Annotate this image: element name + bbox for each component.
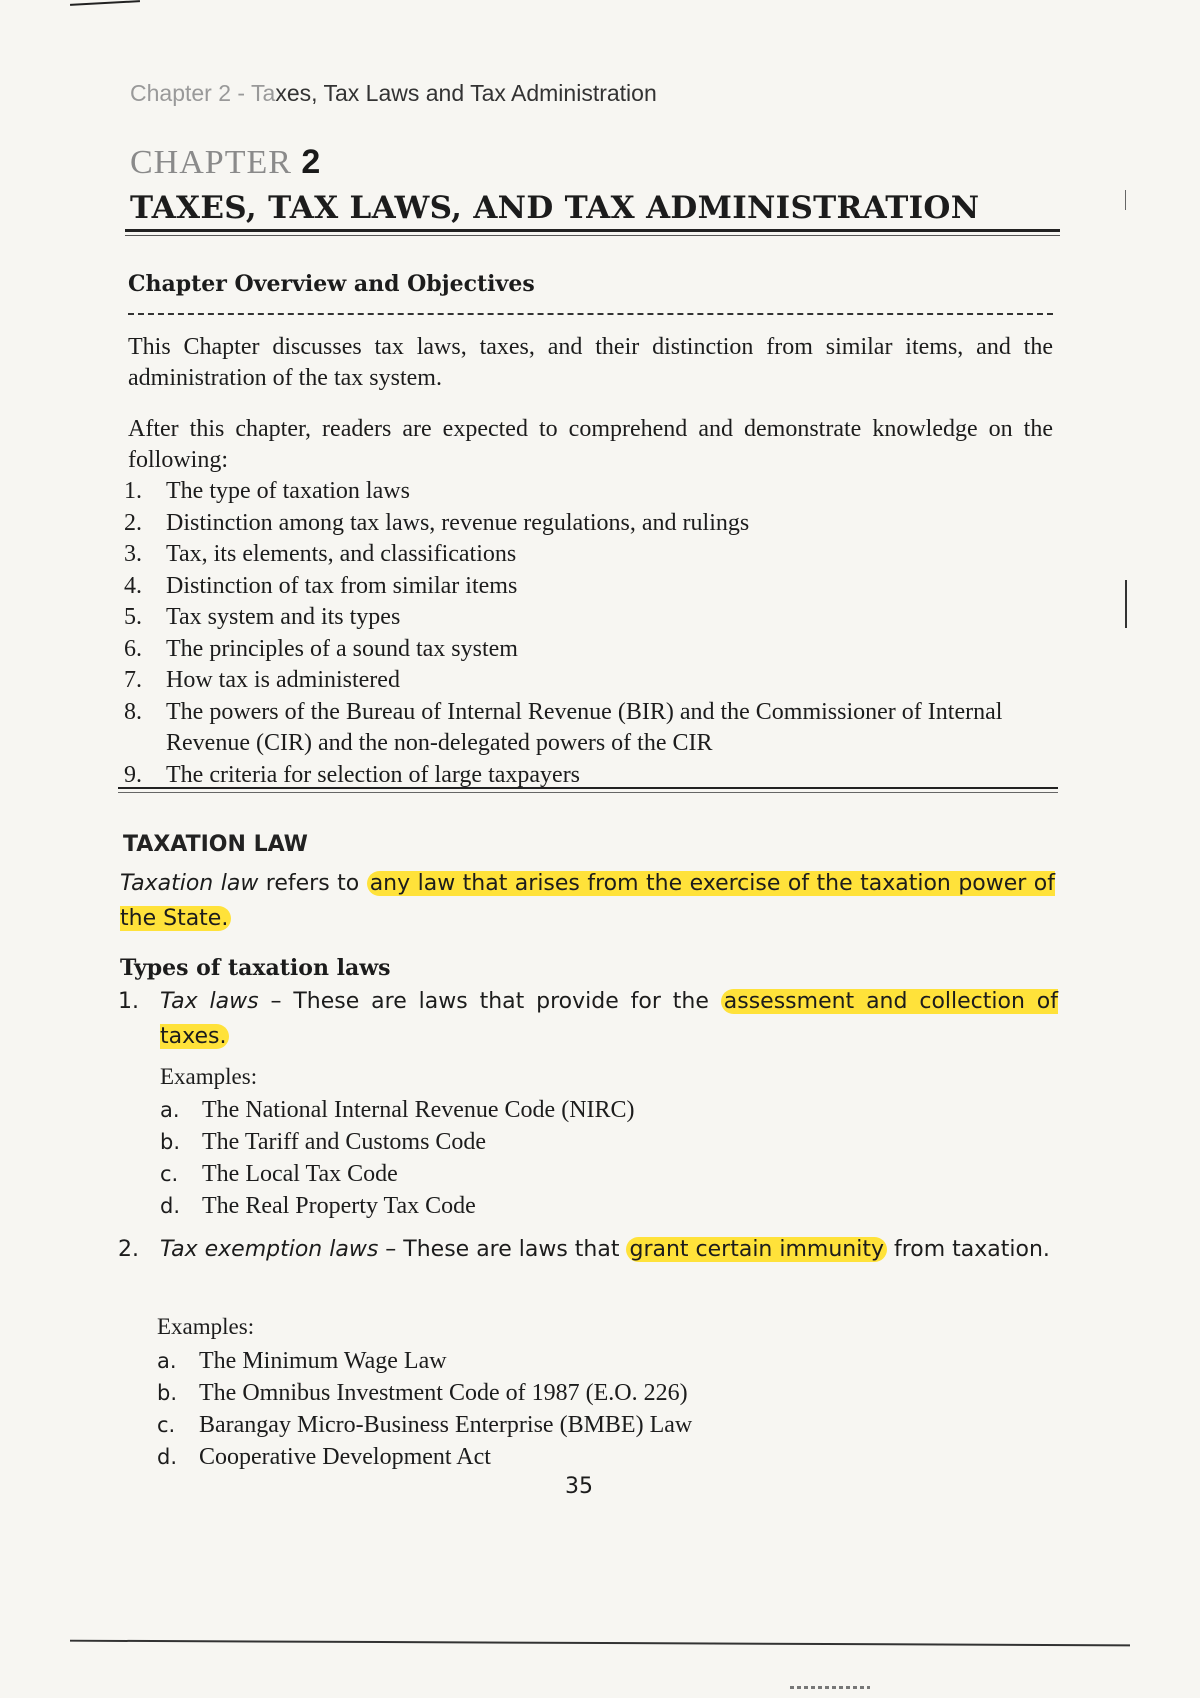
objective-item — [124, 665, 1059, 697]
example-text: The Minimum Wage Law — [199, 1348, 447, 1374]
objective-text: Tax system and its types — [166, 604, 401, 630]
example-text: The National Internal Revenue Code (NIRC) — [202, 1097, 635, 1123]
example-letter: d. — [157, 1445, 178, 1469]
type-term: Tax laws — [160, 989, 259, 1014]
type-desc: – These are laws that provide for the — [258, 989, 721, 1014]
highlighted-phrase: assessment and collection of taxes. — [160, 989, 1058, 1049]
objective-item — [124, 602, 1059, 634]
example-letter: a. — [157, 1349, 177, 1373]
running-head-main: xes, Tax Laws and Tax Administration — [275, 80, 657, 106]
example-text: The Local Tax Code — [202, 1161, 398, 1187]
objective-text: Distinction of tax from similar items — [166, 572, 518, 599]
types-heading: Types of taxation laws — [120, 955, 391, 981]
example-item — [157, 1377, 1037, 1409]
example-letter: b. — [160, 1130, 181, 1154]
type-number: 2. — [118, 1237, 139, 1262]
objective-item — [124, 539, 1059, 571]
example-item — [160, 1190, 1040, 1222]
type-tail: from taxation. — [887, 1237, 1050, 1262]
objective-number: 8. — [124, 698, 142, 725]
margin-mark — [1125, 190, 1126, 210]
objective-item — [124, 508, 1059, 540]
objective-number: 7. — [124, 667, 142, 693]
title-rule-thin — [125, 235, 1060, 236]
objective-number: 1. — [124, 478, 142, 504]
term-taxation-law: Taxation law — [120, 871, 259, 896]
objective-text: How tax is administered — [166, 667, 400, 693]
objective-text: The powers of the Bureau of Internal Revenue (BIR) and the Commissioner of Internal Revenue (CIR) and the non-delegated powers of the CIR — [166, 698, 1003, 756]
objective-number: 6. — [124, 635, 142, 662]
objective-number: 9. — [124, 761, 142, 788]
running-head-faded: Chapter 2 - Ta — [130, 80, 276, 106]
section-rule — [118, 787, 1058, 789]
example-text: The Real Property Tax Code — [202, 1193, 476, 1219]
type-desc: – These are laws that — [378, 1237, 627, 1262]
objective-text: The criteria for selection of large taxpayers — [166, 761, 581, 788]
taxation-law-heading: TAXATION LAW — [123, 832, 308, 857]
example-text: Barangay Micro-Business Enterprise (BMBE) Law — [199, 1412, 693, 1438]
example-letter: c. — [157, 1413, 176, 1437]
objective-item — [124, 476, 1059, 508]
running-head — [130, 80, 657, 107]
objective-text: Distinction among tax laws, revenue regulations, and rulings — [166, 509, 750, 536]
chapter-word: CHAPTER — [130, 144, 292, 181]
type-item-tax-laws — [118, 984, 1058, 1054]
objective-text: The type of taxation laws — [166, 478, 410, 504]
example-item — [160, 1094, 1040, 1126]
examples-label: Examples: — [157, 1314, 255, 1339]
example-item — [157, 1441, 1037, 1473]
footer-rule — [70, 1640, 1130, 1647]
example-item — [157, 1409, 1037, 1441]
scan-edge-mark — [70, 0, 140, 6]
chapter-number: 2 — [301, 143, 322, 181]
example-item — [157, 1345, 1037, 1377]
highlighted-definition: any law that arises from the exercise of the taxation power of the State. — [120, 871, 1055, 931]
section-rule-thin — [118, 792, 1058, 793]
margin-mark — [1125, 580, 1127, 628]
objectives-list — [124, 476, 1059, 791]
overview-heading: Chapter Overview and Objectives — [128, 271, 535, 297]
page-number: 35 — [565, 1474, 593, 1499]
examples-list-tax-laws — [160, 1094, 1040, 1222]
type-number: 1. — [118, 989, 139, 1014]
examples-label: Examples: — [160, 1064, 258, 1089]
example-letter: c. — [160, 1162, 179, 1186]
definition-connector: refers to — [258, 871, 367, 896]
objective-number: 3. — [124, 541, 142, 567]
objective-text: The principles of a sound tax system — [166, 635, 518, 662]
example-letter: b. — [157, 1381, 178, 1405]
objective-item — [124, 571, 1059, 603]
dashed-divider — [128, 313, 1053, 315]
objective-item — [124, 697, 1059, 760]
objectives-lead: After this chapter, readers are expected to comprehend and demonstrate knowledge on the following: — [128, 416, 1053, 473]
example-item — [160, 1126, 1040, 1158]
objective-text: Tax, its elements, and classifications — [166, 541, 517, 567]
objective-number: 5. — [124, 604, 142, 630]
objective-item — [124, 634, 1059, 666]
type-term: Tax exemption laws — [160, 1237, 379, 1262]
example-letter: d. — [160, 1194, 181, 1218]
examples-list-exemption-laws — [157, 1345, 1037, 1473]
highlighted-phrase: grant certain immunity — [626, 1237, 887, 1262]
taxation-law-definition — [120, 866, 1055, 936]
example-item — [160, 1158, 1040, 1190]
objective-number: 2. — [124, 509, 142, 536]
title-rule — [125, 229, 1060, 232]
chapter-label — [130, 143, 321, 182]
overview-intro: This Chapter discusses tax laws, taxes, and their distinction from similar items, and the administration of the tax system. — [128, 334, 1053, 391]
example-text: The Tariff and Customs Code — [202, 1129, 487, 1155]
example-text: The Omnibus Investment Code of 1987 (E.O. 226) — [199, 1380, 688, 1406]
chapter-title: TAXES, TAX LAWS, AND TAX ADMINISTRATION — [130, 190, 980, 226]
example-text: Cooperative Development Act — [199, 1444, 491, 1470]
objective-number: 4. — [124, 572, 142, 599]
type-item-tax-exemption-laws — [118, 1232, 1058, 1267]
scanner-watermark — [790, 1686, 870, 1689]
example-letter: a. — [160, 1098, 180, 1122]
